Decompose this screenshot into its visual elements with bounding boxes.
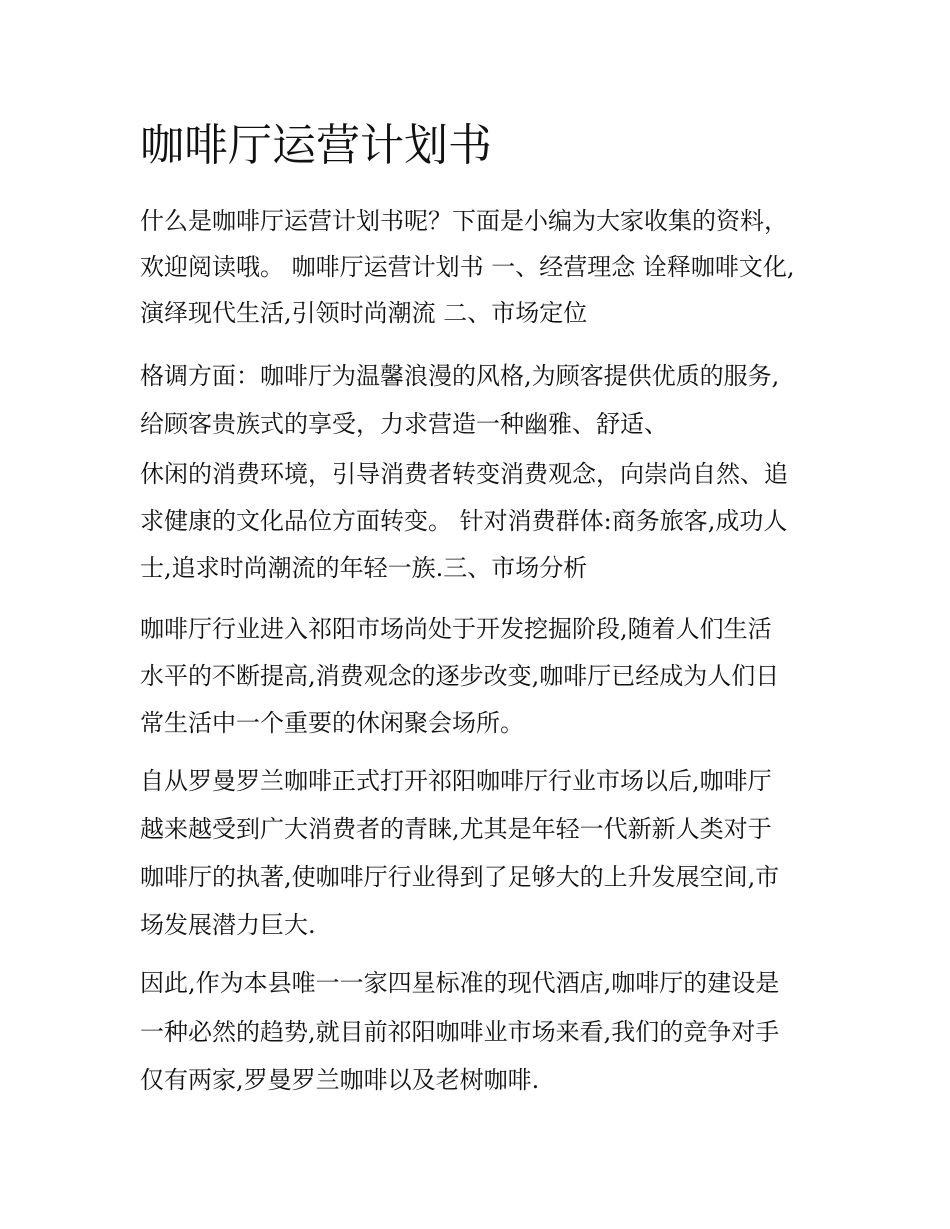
text-line: 演绎现代生活,引领时尚潮流 二、市场定位 [140, 299, 588, 327]
text-line: 求健康的文化品位方面转变。 针对消费群体:商务旅客,成功人 [140, 507, 788, 535]
text-line: 自从罗曼罗兰咖啡正式打开祁阳咖啡厅行业市场以后,咖啡厅 [140, 767, 772, 795]
text-line: 咖啡厅的执著,使咖啡厅行业得到了足够大的上升发展空间,市 [140, 863, 780, 891]
text-line: 仅有两家,罗曼罗兰咖啡以及老树咖啡. [140, 1066, 540, 1094]
text-line: 一种必然的趋势,就目前祁阳咖啡业市场来看,我们的竞争对手 [140, 1018, 780, 1046]
text-line: 常生活中一个重要的休闲聚会场所。 [140, 709, 524, 737]
document-title: 咖啡厅运营计划书 [140, 120, 492, 171]
text-line: 咖啡厅行业进入祁阳市场尚处于开发挖掘阶段,随着人们生活 [140, 615, 772, 643]
text-line: 给顾客贵族式的享受，力求营造一种幽雅、舒适、 [140, 410, 668, 438]
text-line: 什么是咖啡厅运营计划书呢？下面是小编为大家收集的资料， [140, 207, 788, 235]
text-line: 水平的不断提高,消费观念的逐步改变,咖啡厅已经成为人们日 [140, 662, 780, 690]
text-line: 格调方面：咖啡厅为温馨浪漫的风格,为顾客提供优质的服务, [140, 362, 780, 390]
text-line: 越来越受到广大消费者的青睐,尤其是年轻一代新新人类对于 [140, 815, 772, 843]
text-line: 士,追求时尚潮流的年轻一族.三、市场分析 [140, 554, 588, 582]
text-line: 欢迎阅读哦。 咖啡厅运营计划书 一、经营理念 诠释咖啡文化, [140, 253, 795, 281]
text-line: 场发展潜力巨大. [140, 911, 316, 939]
text-line: 因此,作为本县唯一一家四星标准的现代酒店,咖啡厅的建设是 [140, 969, 780, 997]
text-line: 休闲的消费环境，引导消费者转变消费观念，向崇尚自然、追 [140, 460, 788, 488]
